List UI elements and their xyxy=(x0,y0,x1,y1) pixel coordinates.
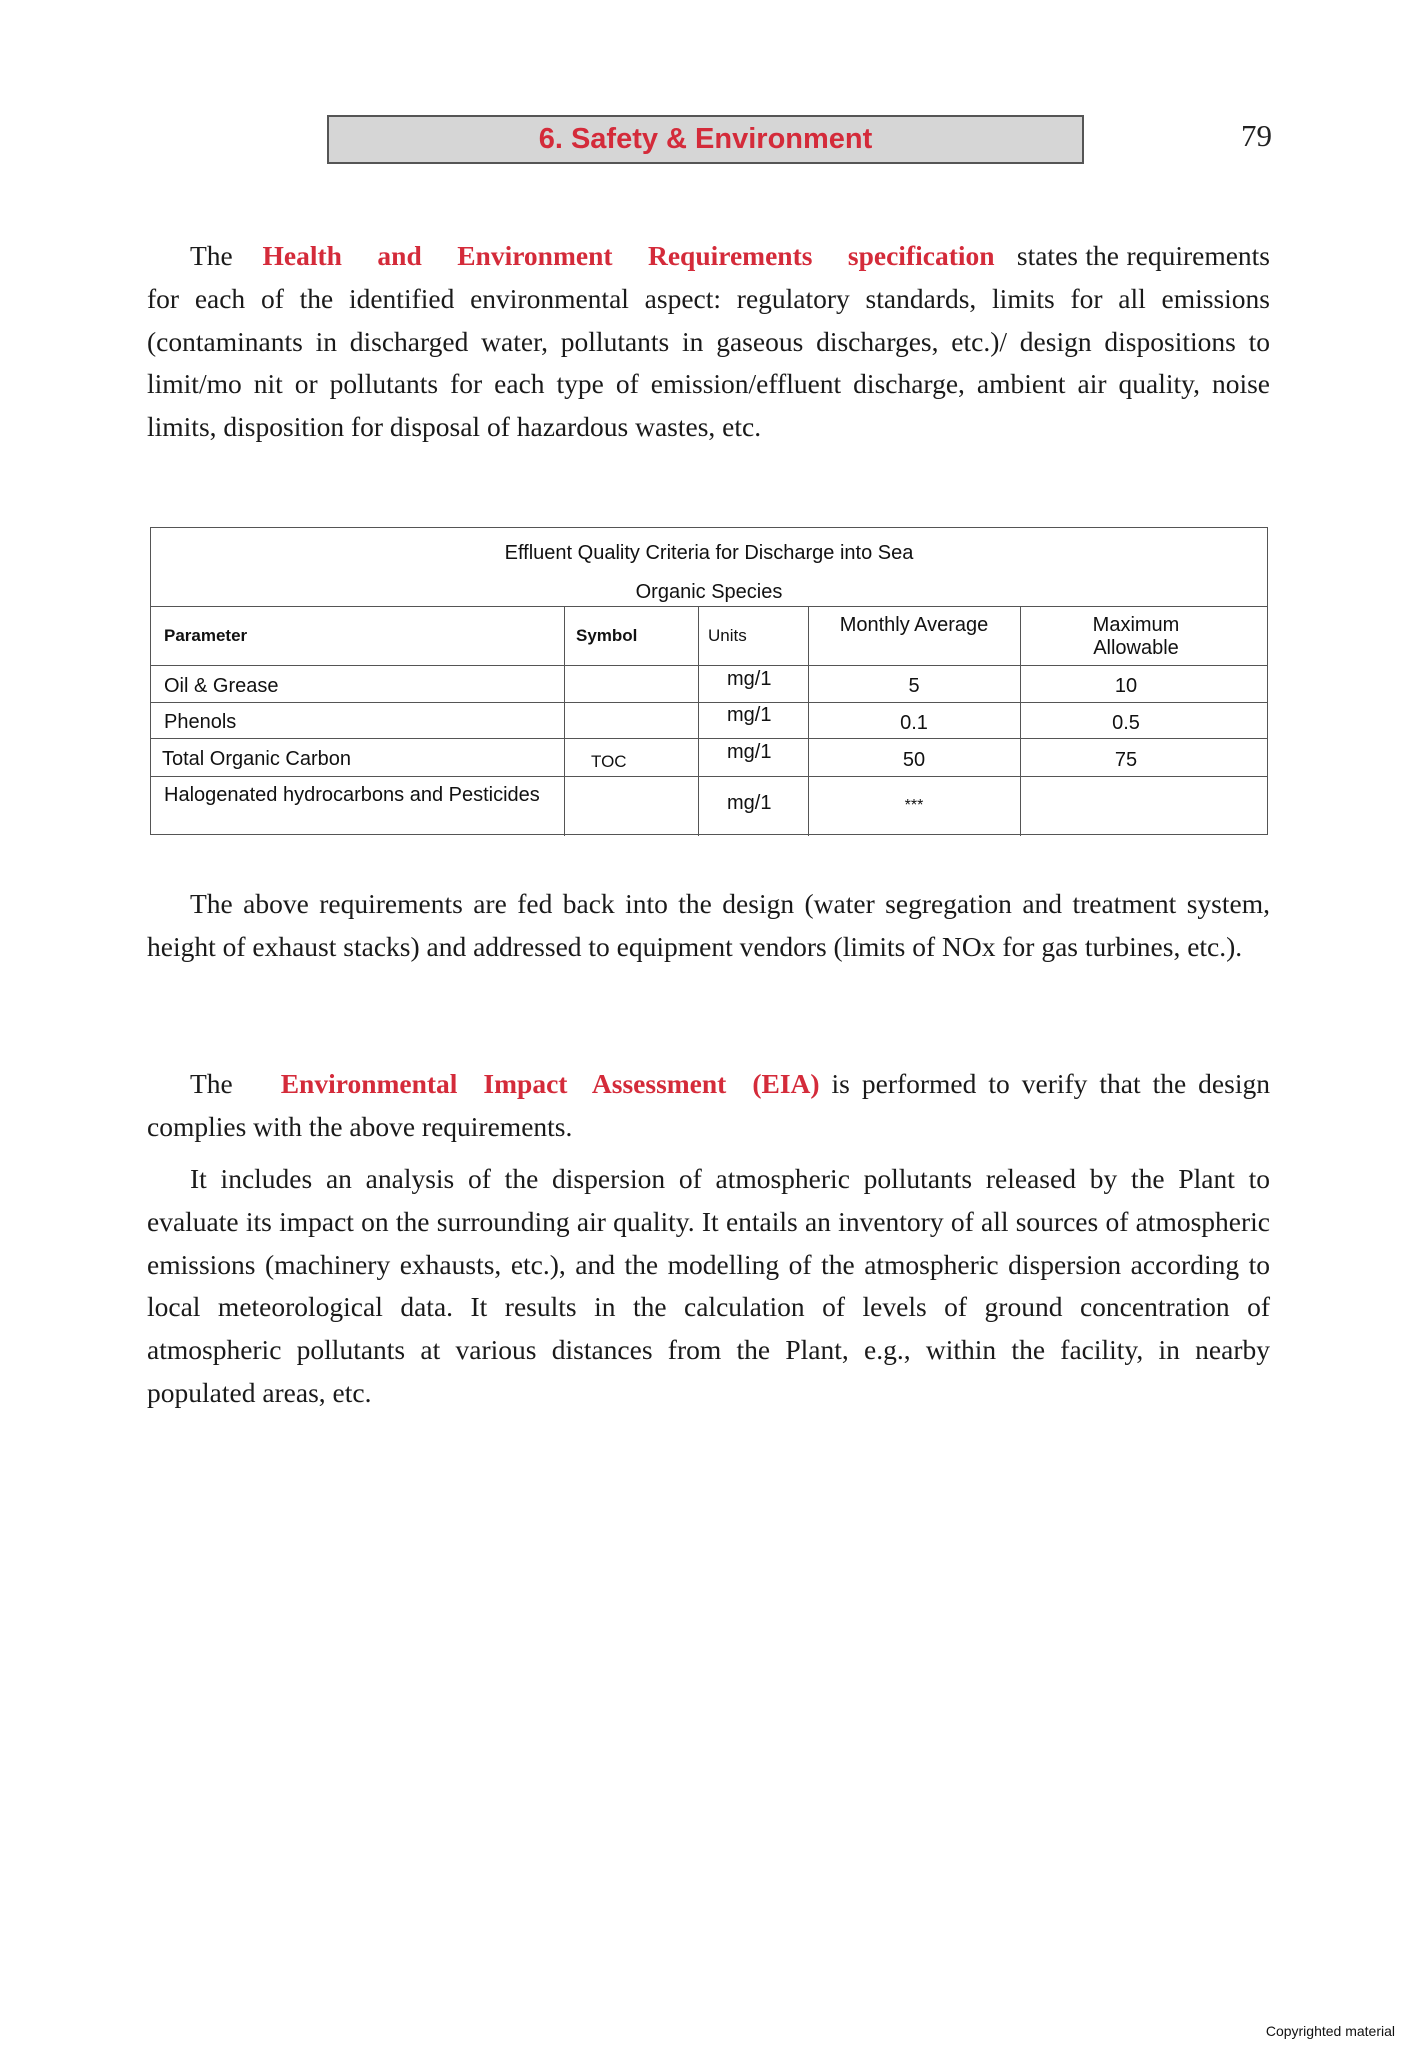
row1-monthly: 5 xyxy=(908,675,920,697)
eia-highlight: Environmental Impact Assessment (EIA) xyxy=(280,1068,820,1099)
row2-units: mg/1 xyxy=(727,704,772,726)
page-number: 79 xyxy=(1241,118,1272,153)
row3-maximum: 75 xyxy=(1114,749,1138,771)
row3-units: mg/1 xyxy=(727,741,772,763)
copyright-notice: Copyrighted material xyxy=(1265,2023,1395,2039)
header-symbol: Symbol xyxy=(576,626,638,645)
row2-parameter: Phenols xyxy=(164,711,237,733)
row1-parameter: Oil & Grease xyxy=(164,675,279,697)
paragraph-design-feedback: The above requirements are fed back into the design (water segregation and treatment system, height of exhaust stacks) and addressed to equipment vendors (limits of NOx for gas turbines, etc.). xyxy=(147,888,1270,962)
header-parameter: Parameter xyxy=(164,626,248,645)
row4-parameter: Halogenated hydrocarbons and Pesticides xyxy=(164,784,540,806)
row3-monthly: 50 xyxy=(902,749,926,771)
paragraph-eia xyxy=(147,1063,1270,1149)
row3-symbol: TOC xyxy=(591,752,627,771)
row2-maximum: 0.5 xyxy=(1112,712,1140,734)
para3-rest: is performed to verify that the design complies with the above requirements. xyxy=(147,1068,1270,1142)
row4-monthly: *** xyxy=(904,797,924,814)
row1-units: mg/1 xyxy=(727,668,772,690)
row3-parameter: Total Organic Carbon xyxy=(162,748,351,770)
row4-units: mg/1 xyxy=(727,792,772,814)
paragraph-requirements xyxy=(147,235,1270,449)
para1-rest: states the requirements for each of the identified environmental aspect: regulatory standards, limits for all emissions (contaminants in discharged water, pollutants in gaseous discharges, etc.)/ design dispositions to limit/mo nit or pollutants for each type of emission/effluent discharge, ambient air quality, noise limits, disposition for disposal of hazardous wastes, etc. xyxy=(147,240,1271,443)
para3-lead: The xyxy=(190,1068,233,1099)
header-maximum-allowable: Maximum Allowable xyxy=(1092,614,1180,659)
row2-monthly: 0.1 xyxy=(900,712,928,734)
chapter-header xyxy=(327,115,1084,164)
effluent-criteria-table xyxy=(150,527,1268,835)
table-title: Effluent Quality Criteria for Discharge into Sea xyxy=(504,542,914,564)
header-units: Units xyxy=(708,626,747,645)
hse-spec-highlight: Health and Environment Requirements specification xyxy=(262,240,995,271)
paragraph-dispersion-analysis: It includes an analysis of the dispersion of atmospheric pollutants released by the Plant to evaluate its impact on the surrounding air quality. It entails an inventory of all sources of atmospheric emissions (machinery exhausts, etc.), and the modelling of the atmospheric dispersion according to local meteorological data. It results in the calculation of levels of ground concentration of atmospheric pollutants at various distances from the Plant, e.g., within the facility, in nearby populated areas, etc. xyxy=(147,1163,1270,1408)
chapter-title: 6. Safety & Environment xyxy=(538,123,873,155)
row1-maximum: 10 xyxy=(1114,675,1138,697)
para1-lead: The xyxy=(190,240,233,271)
table-subtitle: Organic Species xyxy=(635,581,783,603)
header-monthly-average: Monthly Average xyxy=(839,614,989,636)
